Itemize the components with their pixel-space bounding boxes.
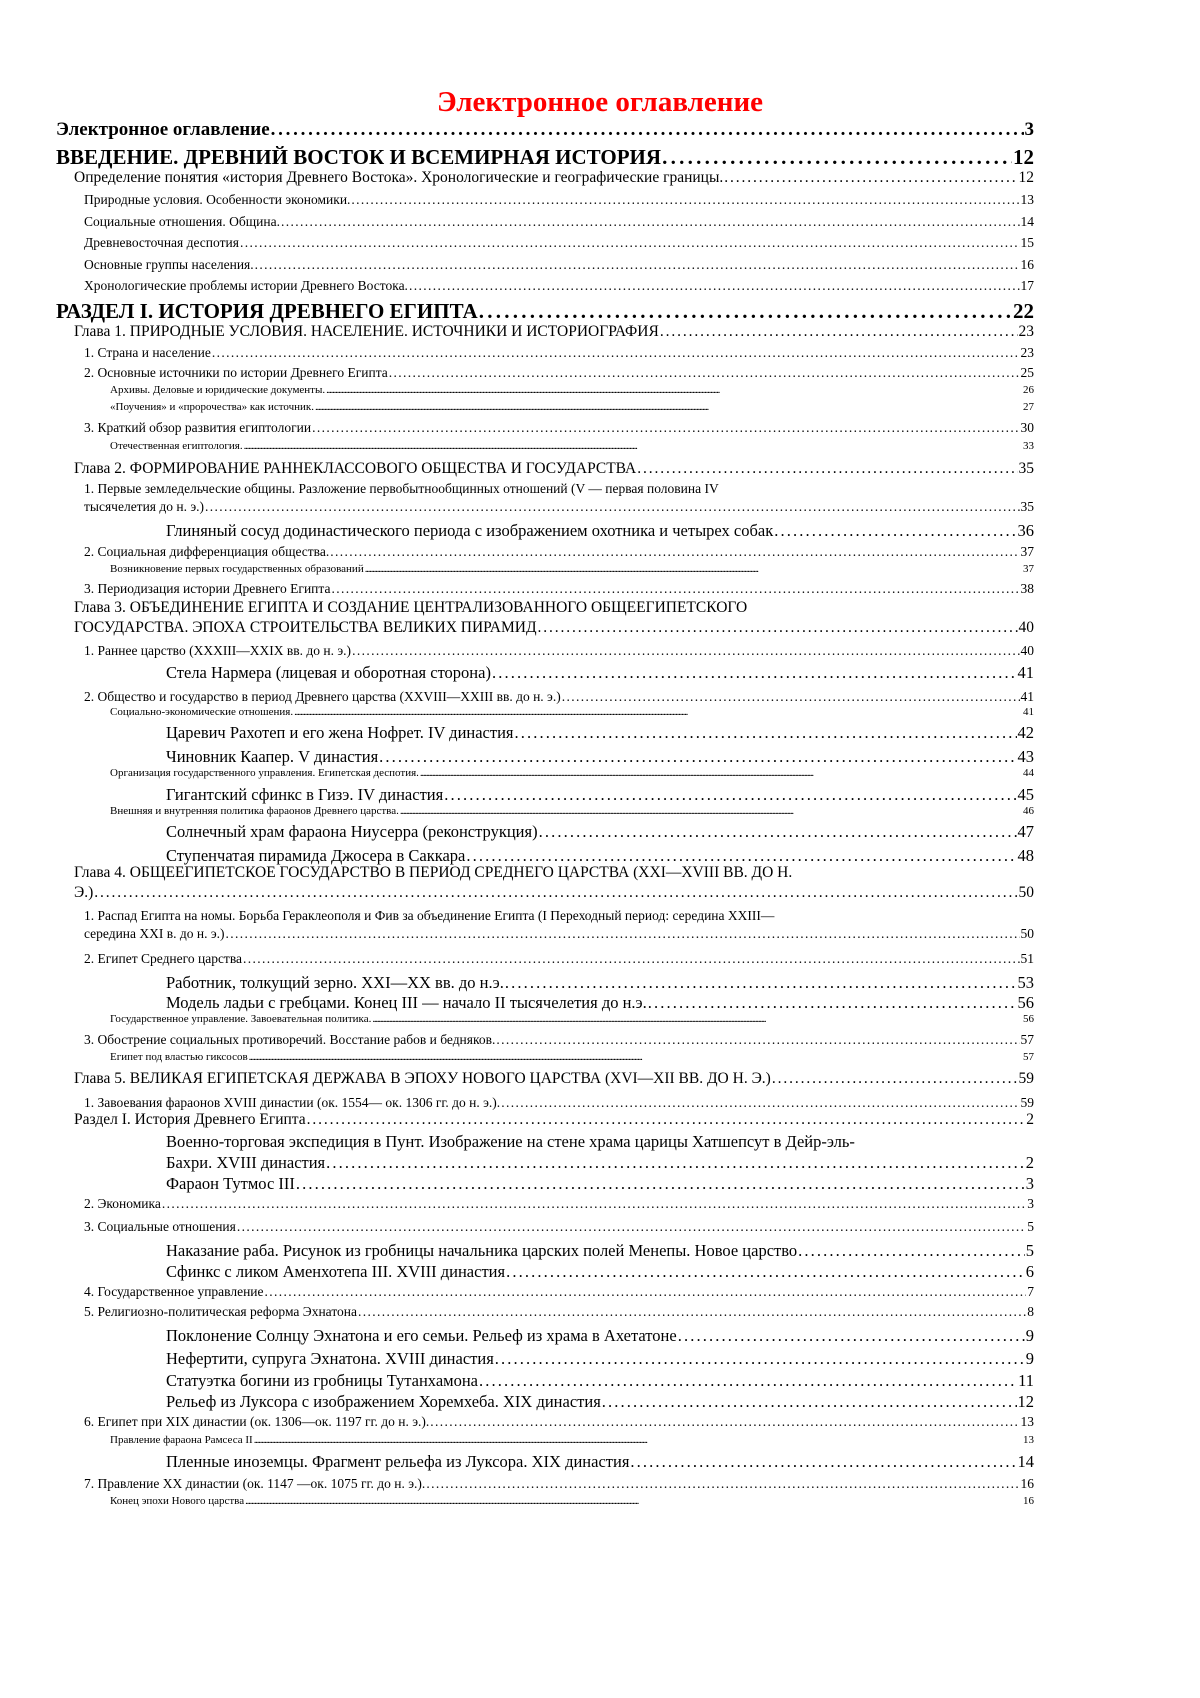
toc-entry[interactable] <box>84 364 1034 382</box>
toc-entry[interactable] <box>110 439 1034 453</box>
toc-entry-title: Глава 2. ФОРМИРОВАНИЕ РАННЕКЛАССОВОГО ОБЩЕСТВА И ГОСУДАРСТВА <box>74 460 637 477</box>
toc-entry[interactable] <box>84 1195 1034 1213</box>
toc-entry-page: 3 <box>1024 119 1034 140</box>
toc-entry-page: 30 <box>1020 420 1034 435</box>
toc-entry-page: 9 <box>1025 1349 1034 1368</box>
toc-entry-page: 56 <box>1017 993 1034 1012</box>
toc-entry-page: 16 <box>1020 257 1034 272</box>
toc-heading: Электронное оглавление <box>436 86 764 118</box>
toc-entry-page: 57 <box>1020 1032 1034 1047</box>
dot-leader <box>389 364 1020 382</box>
toc-entry[interactable] <box>166 1451 1034 1472</box>
toc-entry[interactable] <box>166 821 1034 842</box>
toc-entry[interactable] <box>84 580 1034 598</box>
toc-entry[interactable] <box>84 688 1034 706</box>
toc-entry-page: 13 <box>1023 1434 1034 1446</box>
dot-leader <box>430 1413 1019 1431</box>
toc-entry-page: 48 <box>1017 846 1034 865</box>
toc-entry[interactable] <box>56 144 1034 170</box>
toc-entry[interactable] <box>84 642 1034 660</box>
toc-entry-title: Поклонение Солнцу Эхнатона и его семьи. Рельеф из храма в Ахетатоне <box>166 1326 677 1345</box>
toc-entry[interactable] <box>166 1391 1034 1412</box>
toc-entry-page: 5 <box>1027 1219 1034 1234</box>
toc-entry[interactable] <box>56 118 1034 142</box>
dot-leader <box>648 992 1017 1013</box>
toc-entry-title: Определение понятия «история Древнего Востока». Хронологические и географические границы. <box>74 169 724 186</box>
toc-entry-page: 43 <box>1017 747 1034 766</box>
toc-entry-title: Организация государственного управления. Египетская деспотия. <box>110 767 419 779</box>
toc-entry-page: 2 <box>1026 1111 1034 1128</box>
toc-entry-page: 41 <box>1023 706 1034 718</box>
toc-entry[interactable] <box>84 1475 1034 1493</box>
toc-entry-title-continued: ГОСУДАРСТВА. ЭПОХА СТРОИТЕЛЬСТВА ВЕЛИКИХ ПИРАМИД <box>74 619 537 636</box>
toc-entry-page: 25 <box>1020 365 1034 380</box>
toc-entry-page: 27 <box>1023 401 1034 413</box>
dot-leader <box>496 1031 1019 1049</box>
toc-entry-title: 1. Страна и население <box>84 345 211 360</box>
toc-entry-title: Внешняя и внутренняя политика фараонов Древнего царства. <box>110 805 399 817</box>
toc-entry-title: 1. Первые земледельческие общины. Разложение первобытнообщинных отношений (V — первая половина IV <box>84 481 719 496</box>
toc-entry-page: 17 <box>1020 278 1034 293</box>
toc-entry-page: 51 <box>1020 951 1034 966</box>
dot-leader <box>506 1261 1025 1282</box>
toc-entry-title: Глава 3. ОБЪЕДИНЕНИЕ ЕГИПТА И СОЗДАНИЕ ЦЕНТРАЛИЗОВАННОГО ОБЩЕЕГИПЕТСКОГО <box>74 599 748 616</box>
toc-entry-title: Раздел I. История Древнего Египта <box>74 1111 306 1128</box>
dot-leader <box>538 618 1018 638</box>
dot-leader <box>326 383 1022 397</box>
toc-entry[interactable] <box>84 907 1034 943</box>
dot-leader <box>630 1451 1016 1472</box>
dot-leader <box>426 1475 1019 1493</box>
toc-entry-page: 57 <box>1023 1051 1034 1063</box>
toc-entry-page: 59 <box>1020 1095 1034 1110</box>
toc-entry[interactable] <box>74 863 1034 903</box>
toc-entry-title: Архивы. Деловые и юридические документы. <box>110 384 326 396</box>
toc-entry[interactable] <box>84 1303 1034 1321</box>
toc-entry-page: 40 <box>1020 643 1034 658</box>
toc-entry-title: Статуэтка богини из гробницы Тутанхамона <box>166 1371 478 1390</box>
dot-leader <box>281 213 1020 231</box>
dot-leader <box>255 256 1020 274</box>
toc-entry-page: 11 <box>1018 1371 1034 1390</box>
toc-entry[interactable] <box>166 1240 1034 1261</box>
toc-entry-page: 38 <box>1020 581 1034 596</box>
dot-leader <box>637 459 1017 479</box>
toc-entry-title: Военно-торговая экспедиция в Пунт. Изображение на стене храма царицы Хатшепсут в Дейр-эль- <box>166 1132 855 1151</box>
dot-leader <box>444 784 1016 805</box>
toc-entry-page: 6 <box>1025 1262 1034 1281</box>
dot-leader <box>495 1348 1025 1369</box>
dot-leader <box>420 766 1022 780</box>
dot-leader <box>372 1012 1022 1026</box>
toc-entry[interactable] <box>84 1031 1034 1049</box>
toc-entry-page: 35 <box>1018 460 1034 477</box>
dot-leader <box>724 168 1017 188</box>
toc-entry[interactable] <box>74 598 1034 638</box>
toc-entry-title: 6. Египет при XIX династии (ок. 1306—ок. 1197 гг. до н. э.). <box>84 1414 430 1429</box>
toc-entry-page: 12 <box>1018 169 1034 186</box>
dot-leader <box>492 662 1017 683</box>
toc-entry[interactable] <box>84 191 1034 209</box>
toc-entry[interactable] <box>84 419 1034 437</box>
dot-leader <box>212 344 1020 362</box>
toc-entry-title: Стела Нармера (лицевая и оборотная сторона) <box>166 663 491 682</box>
toc-entry-title: Наказание раба. Рисунок из гробницы начальника царских полей Менепы. Новое царство <box>166 1241 798 1260</box>
dot-leader <box>400 804 1022 818</box>
dot-leader <box>479 1370 1017 1391</box>
toc-entry-page: 46 <box>1023 805 1034 817</box>
toc-entry-title: Глава 5. ВЕЛИКАЯ ЕГИПЕТСКАЯ ДЕРЖАВА В ЭПОХУ НОВОГО ЦАРСТВА (XVI—XII ВВ. ДО Н. Э.) <box>74 1070 771 1087</box>
dot-leader <box>244 439 1022 453</box>
toc-entry-title: Модель ладьи с гребцами. Конец III — начало II тысячелетия до н.э. <box>166 993 647 1012</box>
toc-entry-title: 1. Распад Египта на номы. Борьба Гераклеополя и Фив за объединение Египта (I Переходный период: середина XXIII— <box>84 908 775 923</box>
toc-entry-page: 50 <box>1020 926 1034 941</box>
toc-entry-page: 16 <box>1023 1495 1034 1507</box>
toc-entry[interactable] <box>74 1069 1034 1089</box>
toc-entry-page: 5 <box>1025 1241 1034 1260</box>
dot-leader <box>774 520 1016 541</box>
toc-entry-title: 3. Краткий обзор развития египтологии <box>84 420 312 435</box>
toc-entry-title-continued: Бахри. XVIII династия <box>166 1153 326 1172</box>
toc-entry-page: 13 <box>1020 1414 1034 1429</box>
toc-entry[interactable] <box>110 705 1034 719</box>
toc-entry-title: Государственное управление. Завоевательная политика. <box>110 1013 372 1025</box>
toc-entry-title: Рельеф из Луксора с изображением Хоремхеба. XIX династия <box>166 1392 601 1411</box>
dot-leader <box>352 642 1019 660</box>
dot-leader <box>294 705 1022 719</box>
toc-entry-title-continued: тысячелетия до н. э.) <box>84 499 205 514</box>
toc-entry-title: 2. Общество и государство в период Древнего царства (XXVIII—XXIII вв. до н. э.) <box>84 689 561 704</box>
toc-entry-title: Правление фараона Рамсеса II <box>110 1434 253 1446</box>
dot-leader <box>326 1152 1025 1173</box>
dot-leader <box>505 972 1017 993</box>
toc-entry-title: ВВЕДЕНИЕ. ДРЕВНИЙ ВОСТОК И ВСЕМИРНАЯ ИСТОРИЯ <box>56 145 662 169</box>
toc-entry-title: Ступенчатая пирамида Джосера в Саккара <box>166 846 466 865</box>
toc-entry-page: 3 <box>1027 1196 1034 1211</box>
toc-entry[interactable] <box>110 1012 1034 1026</box>
toc-entry-title: 3. Периодизация истории Древнего Египта <box>84 581 331 596</box>
dot-leader <box>660 322 1018 342</box>
dot-leader <box>205 498 1019 516</box>
toc-entry-page: 42 <box>1017 723 1034 742</box>
dot-leader <box>351 191 1019 209</box>
toc-entry-page: 23 <box>1020 345 1034 360</box>
toc-entry-title: Основные группы населения. <box>84 257 254 272</box>
dot-leader <box>296 1173 1025 1194</box>
toc-entry-page: 56 <box>1023 1013 1034 1025</box>
toc-entry-title: 2. Экономика <box>84 1196 161 1211</box>
toc-entry-title: Возникновение первых государственных образований <box>110 563 364 575</box>
dot-leader <box>798 1240 1025 1261</box>
dot-leader <box>226 925 1020 943</box>
toc-entry-title-continued: середина XXI в. до н. э.) <box>84 926 225 941</box>
toc-entry-page: 2 <box>1025 1153 1034 1172</box>
toc-entry-page: 47 <box>1017 822 1034 841</box>
toc-entry-page: 59 <box>1018 1070 1034 1087</box>
toc-entry-title: 2. Основные источники по истории Древнего Египта <box>84 365 388 380</box>
toc-entry-title: Электронное оглавление <box>56 119 270 140</box>
dot-leader <box>479 298 1012 324</box>
toc-entry-title: Конец эпохи Нового царства <box>110 1495 245 1507</box>
toc-entry[interactable] <box>110 766 1034 780</box>
dot-leader <box>307 1110 1026 1130</box>
toc-entry-page: 15 <box>1020 235 1034 250</box>
toc-entry[interactable] <box>84 256 1034 274</box>
toc-entry-title: 7. Правление XX династии (ок. 1147 —ок. 1075 гг. до н. э.). <box>84 1476 426 1491</box>
toc-entry-page: 33 <box>1023 440 1034 452</box>
toc-entry[interactable] <box>84 1413 1034 1431</box>
toc-entry-page: 44 <box>1023 767 1034 779</box>
toc-entry[interactable] <box>166 1370 1034 1391</box>
toc-entry-page: 53 <box>1017 973 1034 992</box>
toc-entry-title: Природные условия. Особенности экономики. <box>84 192 351 207</box>
dot-leader <box>330 543 1019 561</box>
toc-entry[interactable] <box>166 662 1034 683</box>
dot-leader <box>539 821 1017 842</box>
toc-entry-title: РАЗДЕЛ I. ИСТОРИЯ ДРЕВНЕГО ЕГИПТА <box>56 299 478 323</box>
dot-leader <box>358 1303 1026 1321</box>
toc-entry-page: 14 <box>1017 1452 1034 1471</box>
toc-entry-page: 9 <box>1025 1326 1034 1345</box>
toc-entry[interactable] <box>74 322 1034 342</box>
toc-entry[interactable] <box>166 992 1034 1013</box>
dot-leader <box>243 950 1019 968</box>
toc-entry-title: Работник, толкущий зерно. XXI—XX вв. до н.э. <box>166 973 504 992</box>
toc-entry[interactable] <box>166 1131 1034 1173</box>
dot-leader <box>249 1050 1022 1064</box>
toc-entry[interactable] <box>84 344 1034 362</box>
toc-entry-title: Сфинкс с ликом Аменхотепа III. XVIII династия <box>166 1262 506 1281</box>
toc-entry-page: 7 <box>1027 1284 1034 1299</box>
toc-entry-page: 8 <box>1027 1304 1034 1319</box>
toc-entry-title: Отечественная египтология. <box>110 440 243 452</box>
toc-entry-title: Гигантский сфинкс в Гизэ. IV династия <box>166 785 444 804</box>
toc-entry-page: 14 <box>1020 214 1034 229</box>
dot-leader <box>562 688 1020 706</box>
toc-entry-page: 23 <box>1018 323 1034 340</box>
dot-leader <box>245 1494 1022 1508</box>
toc-entry-title: Глава 1. ПРИРОДНЫЕ УСЛОВИЯ. НАСЕЛЕНИЕ. ИСТОЧНИКИ И ИСТОРИОГРАФИЯ <box>74 323 659 340</box>
toc-entry[interactable] <box>84 1218 1034 1236</box>
toc-entry-page: 41 <box>1020 689 1034 704</box>
dot-leader <box>265 1283 1027 1301</box>
toc-entry-title: 4. Государственное управление <box>84 1284 264 1299</box>
toc-entry-title: Царевич Рахотеп и его жена Нофрет. IV династия <box>166 723 514 742</box>
toc-entry-title: Глиняный сосуд додинастического периода с изображением охотника и четырех собак <box>166 521 774 540</box>
toc-entry-page: 37 <box>1023 563 1034 575</box>
toc-entry[interactable] <box>166 722 1034 743</box>
dot-leader <box>331 580 1019 598</box>
toc-entry-title: 2. Египет Среднего царства <box>84 951 243 966</box>
toc-entry[interactable] <box>74 459 1034 479</box>
toc-entry-page: 12 <box>1013 145 1034 169</box>
toc-entry-title: 3. Обострение социальных противоречий. Восстание рабов и бедняков. <box>84 1032 496 1047</box>
toc-entry[interactable] <box>74 168 1034 188</box>
toc-entry[interactable] <box>166 1261 1034 1282</box>
toc-entry[interactable] <box>56 298 1034 324</box>
toc-entry-page: 13 <box>1020 192 1034 207</box>
toc-entry[interactable] <box>110 804 1034 818</box>
toc-entry-title: Социально-экономические отношения. <box>110 706 294 718</box>
toc-entry-title: Пленные иноземцы. Фрагмент рельефа из Луксора. XIX династия <box>166 1452 630 1471</box>
toc-entry[interactable] <box>84 480 1034 516</box>
toc-entry-title: Солнечный храм фараона Ниусерра (реконструкция) <box>166 822 538 841</box>
toc-entry-title: 1. Раннее царство (XXXIII—XXIX вв. до н. э.) <box>84 643 352 658</box>
dot-leader <box>772 1069 1018 1089</box>
dot-leader <box>409 277 1020 295</box>
toc-entry[interactable] <box>166 520 1034 541</box>
toc-entry[interactable] <box>166 1348 1034 1369</box>
dot-leader <box>271 118 1024 142</box>
toc-entry[interactable] <box>110 562 1034 576</box>
toc-entry[interactable] <box>110 1494 1034 1508</box>
dot-leader <box>315 400 1022 414</box>
toc-entry[interactable] <box>166 972 1034 993</box>
toc-entry-page: 12 <box>1017 1392 1034 1411</box>
toc-entry[interactable] <box>166 1173 1034 1194</box>
dot-leader <box>237 1218 1026 1236</box>
toc-entry-title: «Поучения» и «пророчества» как источник. <box>110 401 315 413</box>
toc-entry[interactable] <box>84 543 1034 561</box>
toc-entry-title: Нефертити, супруга Эхнатона. XVIII династия <box>166 1349 494 1368</box>
toc-entry-title: Фараон Тутмос III <box>166 1174 295 1193</box>
toc-entry[interactable] <box>74 1110 1034 1130</box>
toc-entry-page: 50 <box>1018 884 1034 901</box>
toc-entry-page: 37 <box>1020 544 1034 559</box>
toc-entry[interactable] <box>84 277 1034 295</box>
dot-leader <box>162 1195 1026 1213</box>
toc-entry-title: 5. Религиозно-политическая реформа Эхнатона <box>84 1304 358 1319</box>
toc-entry-page: 41 <box>1017 663 1034 682</box>
toc-entry-title: Египет под властью гиксосов <box>110 1051 248 1063</box>
toc-entry[interactable] <box>84 950 1034 968</box>
toc-entry-page: 22 <box>1013 299 1034 323</box>
toc-entry[interactable] <box>110 383 1034 397</box>
toc-entry-title: Социальные отношения. Община. <box>84 214 280 229</box>
dot-leader <box>515 722 1017 743</box>
toc-entry-title-continued: Э.) <box>74 884 94 901</box>
toc-entry-title: Глава 4. ОБЩЕЕГИПЕТСКОЕ ГОСУДАРСТВО В ПЕРИОД СРЕДНЕГО ЦАРСТВА (XXI—XVIII ВВ. ДО Н. <box>74 864 793 881</box>
toc-entry[interactable] <box>110 400 1034 414</box>
toc-entry[interactable] <box>84 1283 1034 1301</box>
toc-entry[interactable] <box>110 1050 1034 1064</box>
toc-entry-page: 26 <box>1023 384 1034 396</box>
toc-entry-title: 2. Социальная дифференциация общества. <box>84 544 330 559</box>
toc-entry[interactable] <box>84 213 1034 231</box>
toc-entry[interactable] <box>166 1325 1034 1346</box>
toc-entry-title: Хронологические проблемы истории Древнего Востока. <box>84 278 408 293</box>
dot-leader <box>678 1325 1025 1346</box>
toc-entry[interactable] <box>166 784 1034 805</box>
toc-entry-page: 40 <box>1018 619 1034 636</box>
toc-entry-page: 3 <box>1025 1174 1034 1193</box>
dot-leader <box>254 1433 1022 1447</box>
toc-entry-page: 36 <box>1017 521 1034 540</box>
toc-entry-title: 1. Завоевания фараонов XVIII династии (ок. 1554— ок. 1306 гг. до н. э.). <box>84 1095 501 1110</box>
dot-leader <box>379 746 1016 767</box>
dot-leader <box>365 562 1022 576</box>
toc-entry-page: 45 <box>1017 785 1034 804</box>
toc-entry-page: 35 <box>1020 499 1034 514</box>
toc-entry[interactable] <box>84 234 1034 252</box>
dot-leader <box>94 883 1017 903</box>
toc-entry[interactable] <box>110 1433 1034 1447</box>
toc-entry-page: 16 <box>1020 1476 1034 1491</box>
toc-entry-title: Древневосточная деспотия <box>84 235 239 250</box>
dot-leader <box>240 234 1020 252</box>
toc-entry-title: Чиновник Каапер. V династия <box>166 747 379 766</box>
toc-entry-title: 3. Социальные отношения <box>84 1219 236 1234</box>
toc-entry[interactable] <box>166 746 1034 767</box>
dot-leader <box>312 419 1019 437</box>
dot-leader <box>662 144 1012 170</box>
dot-leader <box>602 1391 1017 1412</box>
